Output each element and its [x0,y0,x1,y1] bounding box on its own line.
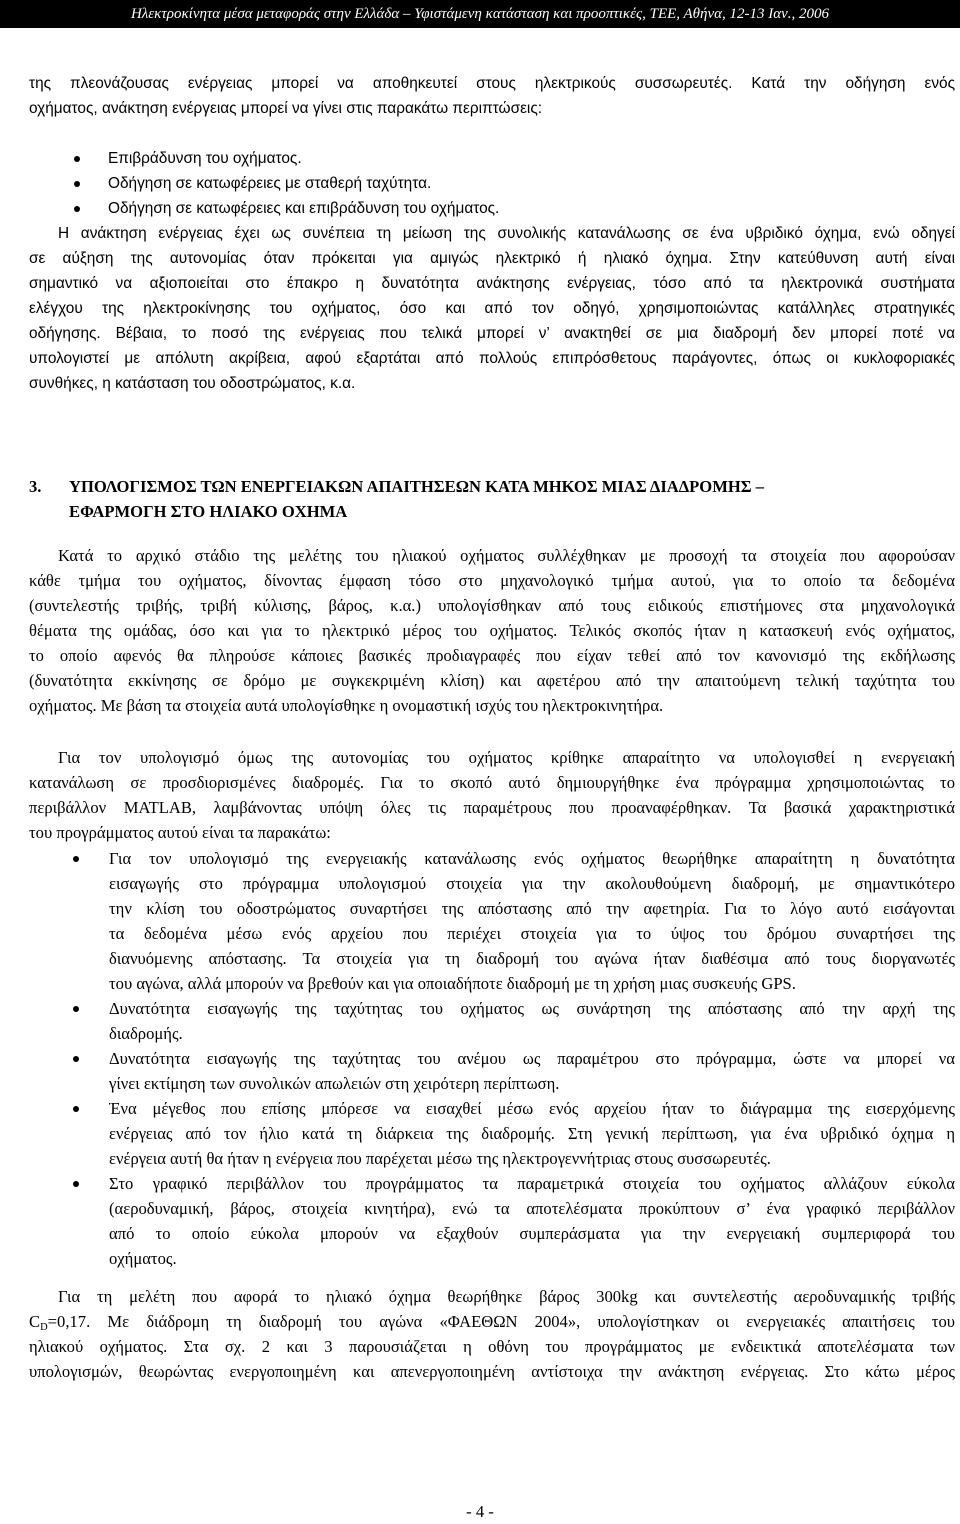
text-line: υπολογιστεί με απόλυτη ακρίβεια, αφού εξαρτάται από πολλούς επιπρόσθετους παράγοντες, όπως οι κυκλοφοριακές [29,350,955,367]
text-line: Η ανάκτηση ενέργειας έχει ως συνέπεια τη μείωση της συνολικής κατανάλωσης σε ένα υβριδικό όχημα, ενώ οδηγεί [58,225,955,242]
cd-symbol: C [29,1312,41,1331]
bullet-icon [73,1181,79,1187]
study-paragraph [29,1284,955,1384]
list-item [72,146,955,171]
intro-paragraph [29,71,955,121]
text-line: οδήγησης. Βέβαια, το ποσό της ενέργειας που τελικά μπορεί ν’ ανακτηθεί σε μια διαδρομή δεν μπορεί ποτέ να [29,325,955,342]
text-line: Κατά το αρχικό στάδιο της μελέτης του ηλιακού οχήματος συλλέχθηκαν με προσοχή τα στοιχεία που αφορούσαν [58,546,955,565]
program-features-list [71,846,955,1271]
text-line: γίνει εκτίμηση των συνολικών απωλειών στη χειρότερη περίπτωση. [109,1074,560,1093]
page-number: - 4 - [466,1502,494,1521]
text-line: κατανάλωση σε προσδιορισμένες διαδρομές. Για το σκοπό αυτό δημιουργήθηκε ένα πρόγραμμα χρησιμοποιώντας το [29,773,955,792]
text-line: ελέγχου της ηλεκτροκίνησης του οχήματος, όσο και από τον οδηγό, χρησιμοποιώντας κατάλληλες στρατηγικές [29,300,955,317]
text-line: διαδρομής. [109,1024,183,1043]
text-line: οχήματος. Με βάση τα στοιχεία αυτά υπολογίσθηκε η ονομαστική ισχύς του ηλεκτροκινητήρα. [29,696,664,715]
list-item-text: Οδήγηση σε κατωφέρειες και επιβράδυνση του οχήματος. [108,200,500,217]
text-line: θέματα της ομάδας, όσο και για το ηλεκτρικό μέρος του οχήματος. Τελικός σκοπός ήταν η κατασκευή ενός οχήματος, [29,621,955,640]
bullet-icon [74,181,80,187]
section-title-line2: ΕΦΑΡΜΟΓΗ ΣΤΟ ΗΛΙΑΚΟ ΟΧΗΜΑ [69,502,348,521]
running-header [0,0,960,28]
text-line: Ένα μέγεθος που επίσης μπόρεσε να εισαχθεί μέσω ενός αρχείου ήταν το διάγραμμα της εισερχόμενης [109,1099,955,1118]
text-line: οχήματος. [109,1249,177,1268]
text-line: (αεροδυναμική, βάρος, στοιχεία κινητήρα), ενώ τα αποτελέσματα προκύπτουν σ’ ένα γραφικό περιβάλλον [109,1199,955,1218]
program-paragraph [29,745,955,845]
initial-study-paragraph [29,543,955,718]
bullet-icon [73,1056,79,1062]
text-line: ενέργειας από τον ήλιο κατά τη διάρκεια της διαδρομής. Στη γενική περίπτωση, για ένα υβριδικό όχημα η [109,1124,955,1143]
text-line: (συντελεστής τριβής, τριβή κύλισης, βάρος, κ.α.) υπολογίσθηκαν από τους ειδικούς επιστήμονες στα μηχανολογικά [29,596,955,615]
list-item [71,1096,955,1171]
bullet-icon [73,1006,79,1012]
text-line: το οποίο αφενός θα πληρούσε κάποιες βασικές προδιαγραφές που είχαν τεθεί από τον κανονισμό της εκδήλωσης [29,646,955,665]
text-line: από το οποίο εύκολα μπορούν να εξαχθούν συμπεράσματα για την ενεργειακή συμπεριφορά του [109,1224,955,1243]
text-line: (δυνατότητα εκκίνησης σε δρόμο με συγκεκριμένη κλίση) και αφετέρου από την απαιτούμενη τελική ταχύτητα του [29,671,955,690]
list-item [71,846,955,996]
list-item [71,996,955,1046]
list-item [71,1046,955,1096]
text-line: την κλίση του οδοστρώματος συναρτήσει της απόστασης από την αφετηρία. Για το λόγο αυτό εισάγονται [109,899,955,918]
text-line: της πλεονάζουσας ενέργειας μπορεί να αποθηκευτεί στους ηλεκτρικούς συσσωρευτές. Κατά την οδήγηση ενός [29,75,955,92]
text-line: σε αύξηση της αυτονομίας όταν πρόκειται για αμιγώς ηλεκτρικό ή ηλιακό όχημα. Στην κατεύθυνση αυτή είναι [29,250,955,267]
section-number: 3. [29,477,42,496]
text-line: του αγώνα, αλλά μπορούν να βρεθούν και για οποιαδήποτε διαδρομή με τη χρήση μιας συσκευής GPS. [109,974,796,993]
text-line: σημαντικό να αξιοποιείται στο έπακρο η δυνατότητα ανάκτησης ενέργειας, τόσο από τα ηλεκτρονικά συστήματα [29,275,955,292]
text-line: ενέργεια αυτή θα ήταν η ενέργεια που παρέχεται μέσω της ηλεκτρογεννήτριας στους συσσωρευτές. [109,1149,771,1168]
list-item [72,171,955,196]
list-item [71,1171,955,1271]
text-line: τα δεδομένα μέσω ενός αρχείου που περιέχει στοιχεία για το ύψος του δρόμου συναρτήσει της [109,924,955,943]
text-line: του προγράμματος αυτού είναι τα παρακάτω: [29,823,331,842]
text-line: Δυνατότητα εισαγωγής της ταχύτητας του οχήματος ως συνάρτηση της απόστασης από την αρχή της [109,999,955,1018]
text-line: Για τη μελέτη που αφορά το ηλιακό όχημα θεωρήθηκε βάρος 300kg και συντελεστής αεροδυναμικής τριβής [58,1287,955,1306]
bullet-icon [74,206,80,212]
text-line: Δυνατότητα εισαγωγής της ταχύτητας του ανέμου ως παραμέτρου στο πρόγραμμα, ώστε να μπορεί να [109,1049,955,1068]
bullet-icon [74,156,80,162]
list-item [72,196,955,221]
text-line: Για τον υπολογισμό όμως της αυτονομίας του οχήματος κρίθηκε απαραίτητο να υπολογισθεί η ενεργειακή [58,748,955,767]
list-item-text: Επιβράδυνση του οχήματος. [108,150,302,167]
bullet-icon [73,856,79,862]
energy-recovery-paragraph [29,221,955,396]
text-line: διανυόμενης απόστασης. Τα στοιχεία για τη διαδρομή του αγώνα ήταν διαθέσιμα από τους διοργανωτές [109,949,955,968]
text-line: κάθε τμήμα του οχήματος, δίνοντας έμφαση τόσο στο μηχανολογικό τμήμα αυτού, για το οποίο τα δεδομένα [29,571,955,590]
text-line: ηλιακού οχήματος. Στα σχ. 2 και 3 παρουσιάζεται η οθόνη του προγράμματος με ενδεικτικά αποτελέσματα των [29,1337,955,1356]
cd-subscript: D [40,1322,48,1333]
text-line: περιβάλλον MATLAB, λαμβάνοντας υπόψη όλες τις παραμέτρους που προαναφέρθηκαν. Τα βασικά χαρακτηριστικά [29,798,955,817]
text-line: Στο γραφικό περιβάλλον του προγράμματος τα παραμετρικά στοιχεία του οχήματος αλλάζουν εύκολα [109,1174,955,1193]
list-item-text: Οδήγηση σε κατωφέρειες με σταθερή ταχύτητα. [108,175,432,192]
section-title-line1: ΥΠΟΛΟΓΙΣΜΟΣ ΤΩΝ ΕΝΕΡΓΕΙΑΚΩΝ ΑΠΑΙΤΗΣΕΩΝ ΚΑΤΑ ΜΗΚΟΣ ΜΙΑΣ ΔΙΑΔΡΟΜΗΣ – [69,477,765,496]
text-line: Για τον υπολογισμό της ενεργειακής κατανάλωσης ενός οχήματος θεωρήθηκε απαραίτητη η δυνατότητα [109,849,955,868]
recovery-cases-list [72,146,955,221]
text-line: οχήματος, ανάκτηση ενέργειας μπορεί να γίνει στις παρακάτω περιπτώσεις: [29,100,543,117]
running-header-text: Ηλεκτροκίνητα μέσα μεταφοράς στην Ελλάδα – Υφιστάμενη κατάσταση και προοπτικές, ΤΕΕ, Αθήνα, 12-13 Ιαν., 2006 [130,6,830,22]
text-line: εισαγωγής στο πρόγραμμα υπολογισμού στοιχεία για την ακολουθούμενη διαδρομή, με σημαντικότερο [109,874,955,893]
bullet-icon [73,1106,79,1112]
text-line: υπολογισμών, θεωρώντας ενεργοποιημένη και απενεργοποιημένη αντίστοιχα την ανάκτηση ενέργειας. Στο κάτω μέρος [29,1362,955,1381]
section-heading [29,474,955,524]
text-line: $C_D=0,17$. Με διάδρομη τη διαδρομή του αγώνα «ΦΑΕΘΩΝ 2004», υπολογίστηκαν οι ενεργειακές απαιτήσεις του [29,1312,955,1333]
text-line: συνθήκες, η κατάσταση του οδοστρώματος, κ.α. [29,375,356,392]
